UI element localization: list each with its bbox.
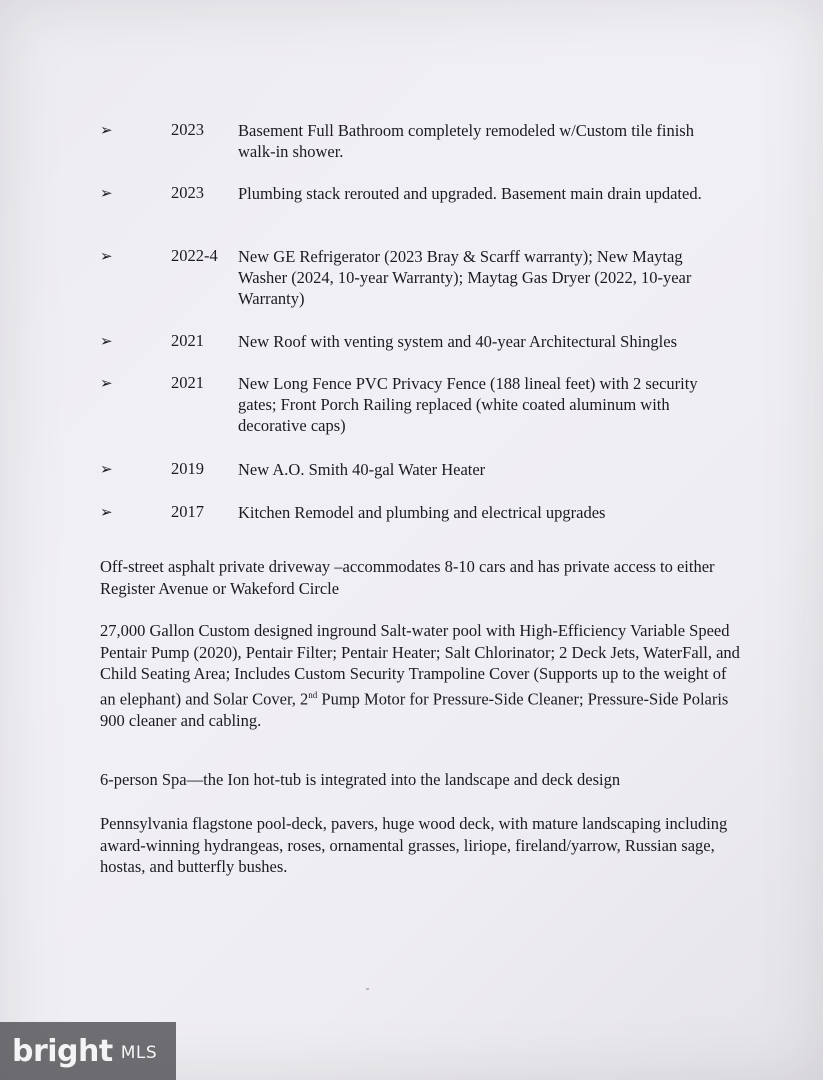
item-year: 2023: [171, 120, 204, 139]
driveway-paragraph: Off-street asphalt private driveway –accommodates 8-10 cars and has private access to either Register Avenue or Wakeford Circle: [100, 557, 715, 598]
item-description: Plumbing stack rerouted and upgraded. Basement main drain updated.: [238, 184, 702, 203]
arrow-bullet-icon: ➢: [100, 184, 113, 202]
item-year: 2023: [171, 183, 204, 202]
arrow-bullet-icon: ➢: [100, 121, 113, 139]
item-description: New A.O. Smith 40-gal Water Heater: [238, 460, 486, 479]
pool-text-end: Pump Motor for Pressure-Side Cleaner; Pressure-Side Polaris 900 cleaner and cabling.: [100, 689, 729, 730]
item-year: 2017: [171, 502, 204, 521]
spa-paragraph: 6-person Spa—the Ion hot-tub is integrated into the landscape and deck design: [100, 770, 621, 789]
arrow-bullet-icon: ➢: [100, 332, 113, 350]
item-year: 2022-4: [171, 246, 218, 265]
watermark-mls: MLS: [120, 1043, 158, 1063]
item-year: 2021: [171, 373, 204, 392]
arrow-bullet-icon: ➢: [100, 247, 113, 265]
landscape-paragraph: Pennsylvania flagstone pool-deck, pavers, huge wood deck, with mature landscaping including award-winning hydrangeas, roses, ornamental grasses, liriope, fireland/yarrow, Russian sage, hostas, and butterfly bushes.: [100, 814, 728, 876]
item-description: New Roof with venting system and 40-year Architectural Shingles: [238, 332, 677, 351]
pool-ordinal-suffix: nd: [308, 689, 318, 700]
item-year: 2019: [171, 459, 204, 478]
item-description: New GE Refrigerator (2023 Bray & Scarff warranty); New Maytag Washer (2024, 10-year Warranty); Maytag Gas Dryer (2022, 10-year Warranty): [238, 247, 692, 308]
item-description: New Long Fence PVC Privacy Fence (188 lineal feet) with 2 security gates; Front Porch Railing replaced (white coated aluminum with decorative caps): [238, 374, 698, 435]
pool-text-start: 27,000 Gallon Custom designed inground Salt-water pool with High-Efficiency Variable Speed Pentair Pump (2020), Pentair Filter; Pentair Heater; Salt Chlorinator; 2 Deck Jets, WaterFall, and Child Seating Area; Includes Custom Security Trampoline Cover (Supports up to the weight of an elephant) and Solar Cover, 2: [100, 621, 740, 708]
watermark-brand: bright: [12, 1033, 113, 1069]
arrow-bullet-icon: ➢: [100, 503, 113, 521]
pool-paragraph: [100, 620, 740, 731]
bright-mls-watermark: [0, 1022, 176, 1080]
item-year: 2021: [171, 331, 204, 350]
item-description: Basement Full Bathroom completely remodeled w/Custom tile finish walk-in shower.: [238, 121, 694, 161]
item-description: Kitchen Remodel and plumbing and electrical upgrades: [238, 503, 606, 522]
arrow-bullet-icon: ➢: [100, 374, 113, 392]
paper-speck: [366, 988, 369, 990]
arrow-bullet-icon: ➢: [100, 460, 113, 478]
